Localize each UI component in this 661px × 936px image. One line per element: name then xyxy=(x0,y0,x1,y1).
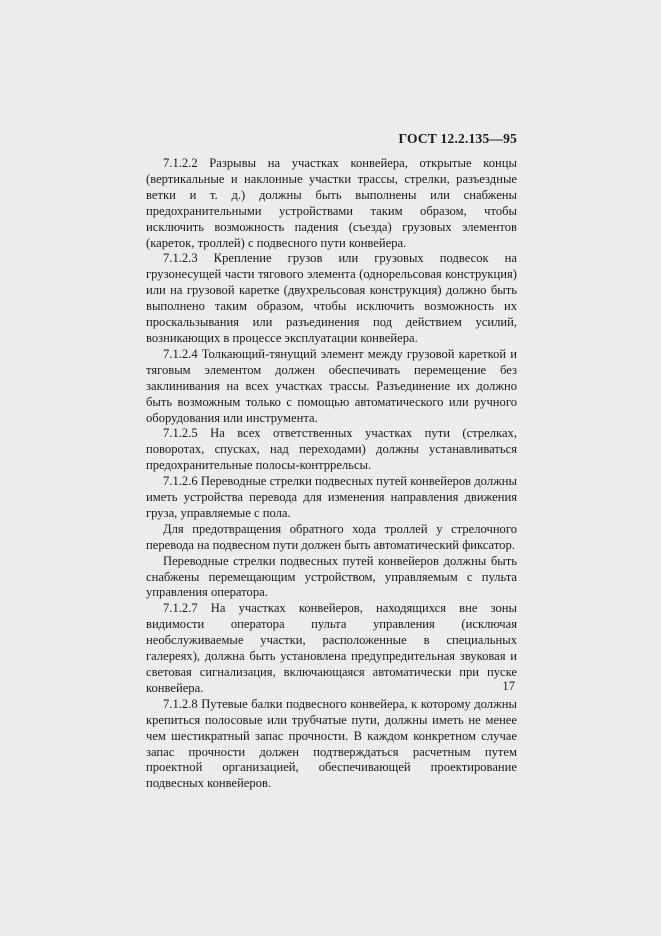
paragraph-7-1-2-3: 7.1.2.3 Крепление грузов или грузовых подвесок на грузонесущей части тягового элемента (однорельсовая конструкция) или на грузовой каретке (двухрельсовая конструкция) должно быть выполнено таким образом, чтобы исключить возможность их проскальзывания или разъединения под действием усилий, возникающих в процессе эксплуатации конвейера. xyxy=(146,251,517,345)
paragraph-switch-control: Переводные стрелки подвесных путей конвейеров должны быть снабжены перемещающим устройством, управляемым с пульта управления оператора. xyxy=(146,553,517,600)
paragraph-7-1-2-5: 7.1.2.5 На всех ответственных участках пути (стрелках, поворотах, спусках, над переходами) должны устанавливаться предохранительные полосы-контррельсы. xyxy=(146,426,517,473)
paragraph-7-1-2-6: 7.1.2.6 Переводные стрелки подвесных путей конвейеров должны иметь устройства перевода для изменения направления движения груза, управляемые с пола. xyxy=(146,474,517,520)
paragraph-7-1-2-4: 7.1.2.4 Толкающий-тянущий элемент между грузовой кареткой и тяговым элементом должен обеспечивать перемещение без заклинивания на всех участках трассы. Разъединение их должно быть возможным только с помощью автоматического или ручного оборудования или инструмента. xyxy=(146,346,517,425)
page-number: 17 xyxy=(502,679,515,693)
paragraph-7-1-2-8: 7.1.2.8 Путевые балки подвесного конвейера, к которому должны крепиться полосовые или трубчатые пути, должны иметь не менее чем шестикратный запас прочности. В каждом конкретном случае запас прочности должен подтверждаться расчетным путем проектной организацией, обеспечивающей проектирование подвесных конвейеров. xyxy=(146,696,517,791)
paragraph-7-1-2-7: 7.1.2.7 На участках конвейеров, находящихся вне зоны видимости оператора пульта управления (исключая необслуживаемые участки, расположенные в специальных галереях), должна быть установлена предупредительная звуковая и световая сигнализация, включающаяся автоматически при пуске конвейера. xyxy=(146,601,517,695)
paragraph-7-1-2-2: 7.1.2.2 Разрывы на участках конвейера, открытые концы (вертикальные и наклонные участки трассы, стрелки, разъездные ветки и т. д.) должны быть выполнены или снабжены предохранительными устройствами таким образом, чтобы исключить возможность падения (съезда) грузовых элементов (кареток, троллей) с подвесного пути конвейера. xyxy=(146,156,517,250)
document-header: ГОСТ 12.2.135—95 xyxy=(398,131,517,146)
document-body xyxy=(146,156,517,792)
paragraph-reverse-motion-lock: Для предотвращения обратного хода троллей у стрелочного перевода на подвесном пути должен быть автоматический фиксатор. xyxy=(146,521,517,552)
